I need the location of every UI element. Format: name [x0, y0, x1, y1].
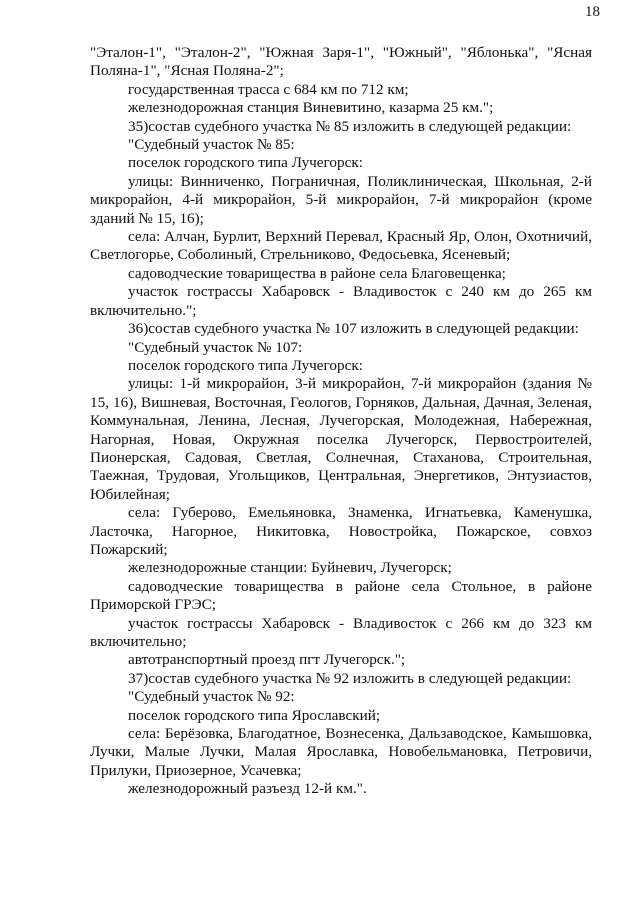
paragraph: "Судебный участок № 92: — [128, 688, 295, 706]
paragraph: села: Алчан, Бурлит, Верхний Перевал, Красный Яр, Олон, Охотничий, Светлогорье, Соболиный, Стрельниково, Федосьевка, Ясеневый; — [90, 228, 592, 264]
paragraph: садоводческие товарищества в районе села Благовещенка; — [128, 264, 506, 282]
paragraph: села: Берёзовка, Благодатное, Вознесенка, Дальзаводское, Камышовка, Лучки, Малые Лучки, Малая Ярославка, Новобельмановка, Петровичи, Прилуки, Приозерное, Усачевка; — [90, 725, 592, 779]
paragraph: автотранспортный проезд пгт Лучегорск."; — [128, 651, 406, 669]
paragraph: поселок городского типа Ярославский; — [128, 706, 381, 724]
paragraph: села: Губерово, Емельяновка, Знаменка, Игнатьевка, Каменушка, Ласточка, Нагорное, Никитовка, Новостройка, Пожарское, совхоз Пожарский; — [90, 504, 592, 558]
paragraph: железнодорожные станции: Буйневич, Лучегорск; — [128, 559, 452, 577]
paragraph: железнодорожный разъезд 12-й км.". — [128, 780, 367, 798]
paragraph: "Судебный участок № 107: — [128, 338, 303, 356]
paragraph: 36)состав судебного участка № 107 изложить в следующей редакции: — [128, 320, 579, 338]
paragraph: "Эталон-1", "Эталон-2", "Южная Заря-1", "Южный", "Яблонька", "Ясная Поляна-1", "Ясная Поляна-2"; — [90, 44, 592, 80]
paragraph: 35)состав судебного участка № 85 изложить в следующей редакции: — [128, 117, 572, 135]
document-body — [90, 44, 592, 799]
paragraph: садоводческие товарищества в районе села Стольное, в районе Приморской ГРЭС; — [90, 577, 592, 614]
paragraph: 37)состав судебного участка № 92 изложить в следующей редакции: — [128, 669, 572, 687]
paragraph: государственная трасса с 684 км по 712 км; — [128, 80, 409, 98]
page-number: 18 — [585, 4, 600, 20]
paragraph: улицы: 1-й микрорайон, 3-й микрорайон, 7-й микрорайон (здания № 15, 16), Вишневая, Восточная, Геологов, Горняков, Дальная, Дачная, Зеленая, Коммунальная, Ленина, Лесная, Лучегорская, Молодежная, Набережная, Нагорная, Новая, Окружная поселка Лучегорск, Первостроителей, Пионерская, Садовая, Светлая, Солнечная, Стаханова, Строительная, Таежная, Трудовая, Угольщиков, Центральная, Энергетиков, Энтузиастов, Юбилейная; — [90, 375, 592, 503]
paragraph: улицы: Винниченко, Пограничная, Поликлиническая, Школьная, 2-й микрорайон, 4-й микрорайон, 5-й микрорайон, 7-й микрорайон (кроме зданий № 15, 16); — [90, 172, 592, 227]
paragraph: железнодорожная станция Виневитино, казарма 25 км."; — [128, 99, 494, 117]
paragraph: участок гострассы Хабаровск - Владивосток с 266 км до 323 км включительно; — [90, 614, 592, 650]
paragraph: поселок городского типа Лучегорск: — [128, 356, 363, 374]
paragraph: "Судебный участок № 85: — [128, 136, 295, 154]
paragraph: поселок городского типа Лучегорск: — [128, 154, 363, 172]
paragraph: участок гострассы Хабаровск - Владивосток с 240 км до 265 км включительно."; — [90, 283, 592, 319]
